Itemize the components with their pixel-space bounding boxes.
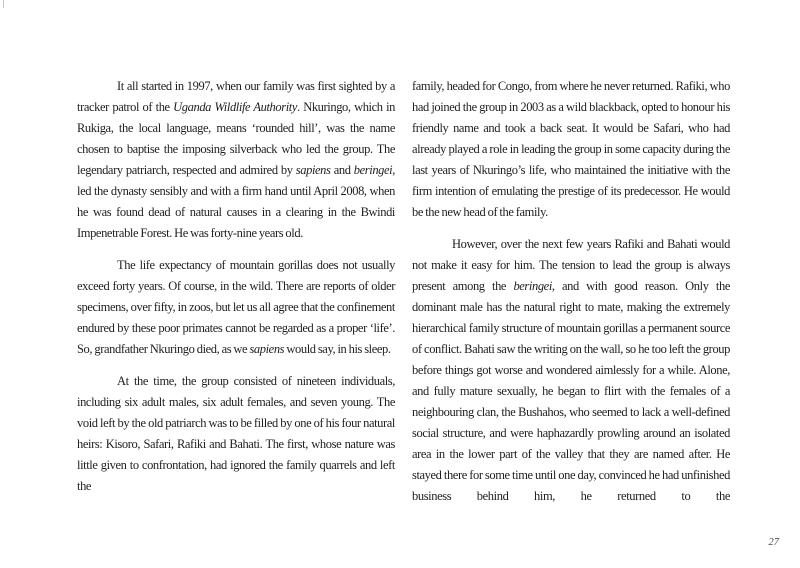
paragraph: At the time, the group consisted of nineteen individuals, including six adult males, six adult females, and seven young. The void left by the old patriarch was to be filled by one of his four natural heirs: Kisoro, Safari, Rafiki and Bahati. The first, whose nature was little given to confrontation, had ignored the family quarrels and left the [77,374,395,493]
paragraph: The life expectancy of mountain gorillas does not usually exceed forty years. Of course, in the wild. There are reports of older specimens, over fifty, in zoos, but let us all agree that the confinement endured by these poor primates cannot be regarded as a proper ‘life’. So, grandfather Nkuringo died, as we sapiens would say, in his sleep. [77,258,395,356]
paragraph: It all started in 1997, when our family was first sighted by a tracker patrol of the Uganda Wildlife Authority. Nkuringo, which in Rukiga, the local language, means ‘rounded hill’, was the name chosen to baptise the imposing silverback who led the group. The legendary patriarch, respected and admired by sapiens and beringei, led the dynasty sensibly and with a firm hand until April 2008, when he was found dead of natural causes in a clearing in the Bwindi Impenetrable Forest. He was forty-nine years old. [77,79,396,240]
text-column-right [412,76,730,518]
corner-tick-mark [3,0,4,8]
page-number: 27 [768,537,779,548]
paragraph: family, headed for Congo, from where he never returned. Rafiki, who had joined the group in 2003 as a wild blackback, opted to honour his friendly name and took a back seat. It would be Safari, who had already played a role in leading the group in some capacity during the last years of Nkuringo’s life, who maintained the initiative with the firm intention of emulating the prestige of its predecessor. He would be the new head of the family. [412,79,730,219]
text-column-left [77,76,395,508]
paragraph: However, over the next few years Rafiki and Bahati would not make it easy for him. The tension to lead the group is always present among the beringei, and with good reason. Only the dominant male has the natural right to mate, making the extremely hierarchical family structure of mountain gorillas a permanent source of conflict. Bahati saw the writing on the wall, so he too left the group before things got worse and wondered aimlessly for a while. Alone, and fully mature sexually, he began to flirt with the females of a neighbouring clan, the Bushahos, who seemed to lack a well-defined social structure, and were haphazardly prowling around an isolated area in the lower part of the valley that they are named after. He stayed there for some time until one day, convinced he had unfinished business behind him, he returned to the [412,237,730,503]
